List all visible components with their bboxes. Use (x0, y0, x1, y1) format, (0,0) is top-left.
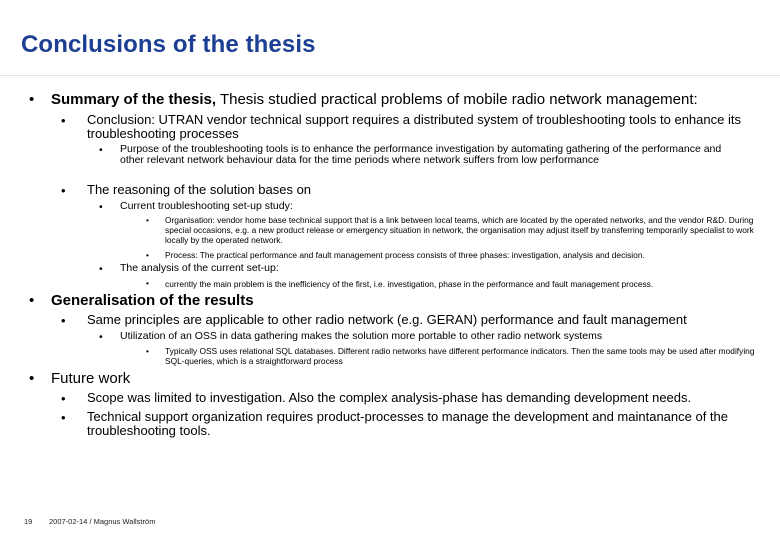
bullet-marker: • (61, 391, 66, 406)
current-study-text: Current troubleshooting set-up study: (120, 200, 293, 212)
bullet-marker: • (29, 91, 35, 108)
bullet-marker: • (61, 183, 66, 198)
summary-item (51, 92, 771, 108)
same-principles-text: Same principles are applicable to other radio network (e.g. GERAN) performance and fault management (87, 312, 687, 327)
summary-heading: Summary of the thesis, (51, 91, 217, 108)
generalisation-heading: Generalisation of the results (51, 292, 254, 309)
summary-text: Thesis studied practical problems of mobile radio network management: (216, 91, 698, 108)
title-divider (0, 75, 780, 76)
future-heading: Future work (51, 370, 131, 387)
conclusion-text: Conclusion: UTRAN vendor technical support requires a distributed system of troubleshooting tools to enhance its troubleshooting processes (87, 112, 741, 141)
analysis-detail-text: currently the main problem is the inefficiency of the first, i.e. investigation, phase in the performance and fault management process. (165, 279, 654, 289)
bullet-marker: • (99, 201, 103, 213)
process-text: Process: The practical performance and fault management process consists of three phases: investigation, analysis and decision. (165, 250, 645, 260)
oss-text: Utilization of an OSS in data gathering makes the solution more portable to other radio network systems (120, 330, 603, 342)
bullet-marker: • (146, 278, 149, 288)
bullet-marker: • (146, 215, 149, 225)
oss-detail-text: Typically OSS uses relational SQL databases. Different radio networks have different performance indicators. Then the same tools may be used after modifying SQL-queries, which is a straightforward process (165, 346, 755, 366)
bullet-marker: • (146, 250, 149, 260)
bullet-marker: • (61, 113, 66, 128)
purpose-text: Purpose of the troubleshooting tools is to enhance the performance investigation by automating gathering of the performance and other relevant network behaviour data for the time periods where network suffers from low performance (120, 143, 722, 167)
bullet-marker: • (99, 263, 103, 275)
reasoning-text: The reasoning of the solution bases on (87, 182, 312, 197)
bullet-marker: • (61, 313, 66, 328)
bullet-marker: • (146, 346, 149, 356)
analysis-text: The analysis of the current set-up: (120, 262, 279, 274)
future-item-1: Scope was limited to investigation. Also the complex analysis-phase has demanding development needs. (87, 390, 692, 405)
bullet-marker: • (29, 370, 35, 387)
future-item-2: Technical support organization requires product-processes to manage the development and maintanance of the troubleshooting tools. (87, 409, 729, 438)
bullet-marker: • (99, 144, 103, 156)
slide-title: Conclusions of the thesis (21, 31, 316, 58)
page-number: 19 (24, 517, 33, 526)
bullet-marker: • (99, 331, 103, 343)
bullet-marker: • (29, 292, 35, 309)
bullet-marker: • (61, 410, 66, 425)
organisation-text: Organisation: vendor home base technical support that is a link between local teams, which are located by the operated networks, and the vendor R&D. During special occasions, e.g. a new product release or emergency situation in network, the organisation may adjust itself by transferring temporarily specialist to work locally by the operated network. (165, 215, 754, 245)
footer-date-author: 2007-02-14 / Magnus Wallström (49, 517, 156, 526)
